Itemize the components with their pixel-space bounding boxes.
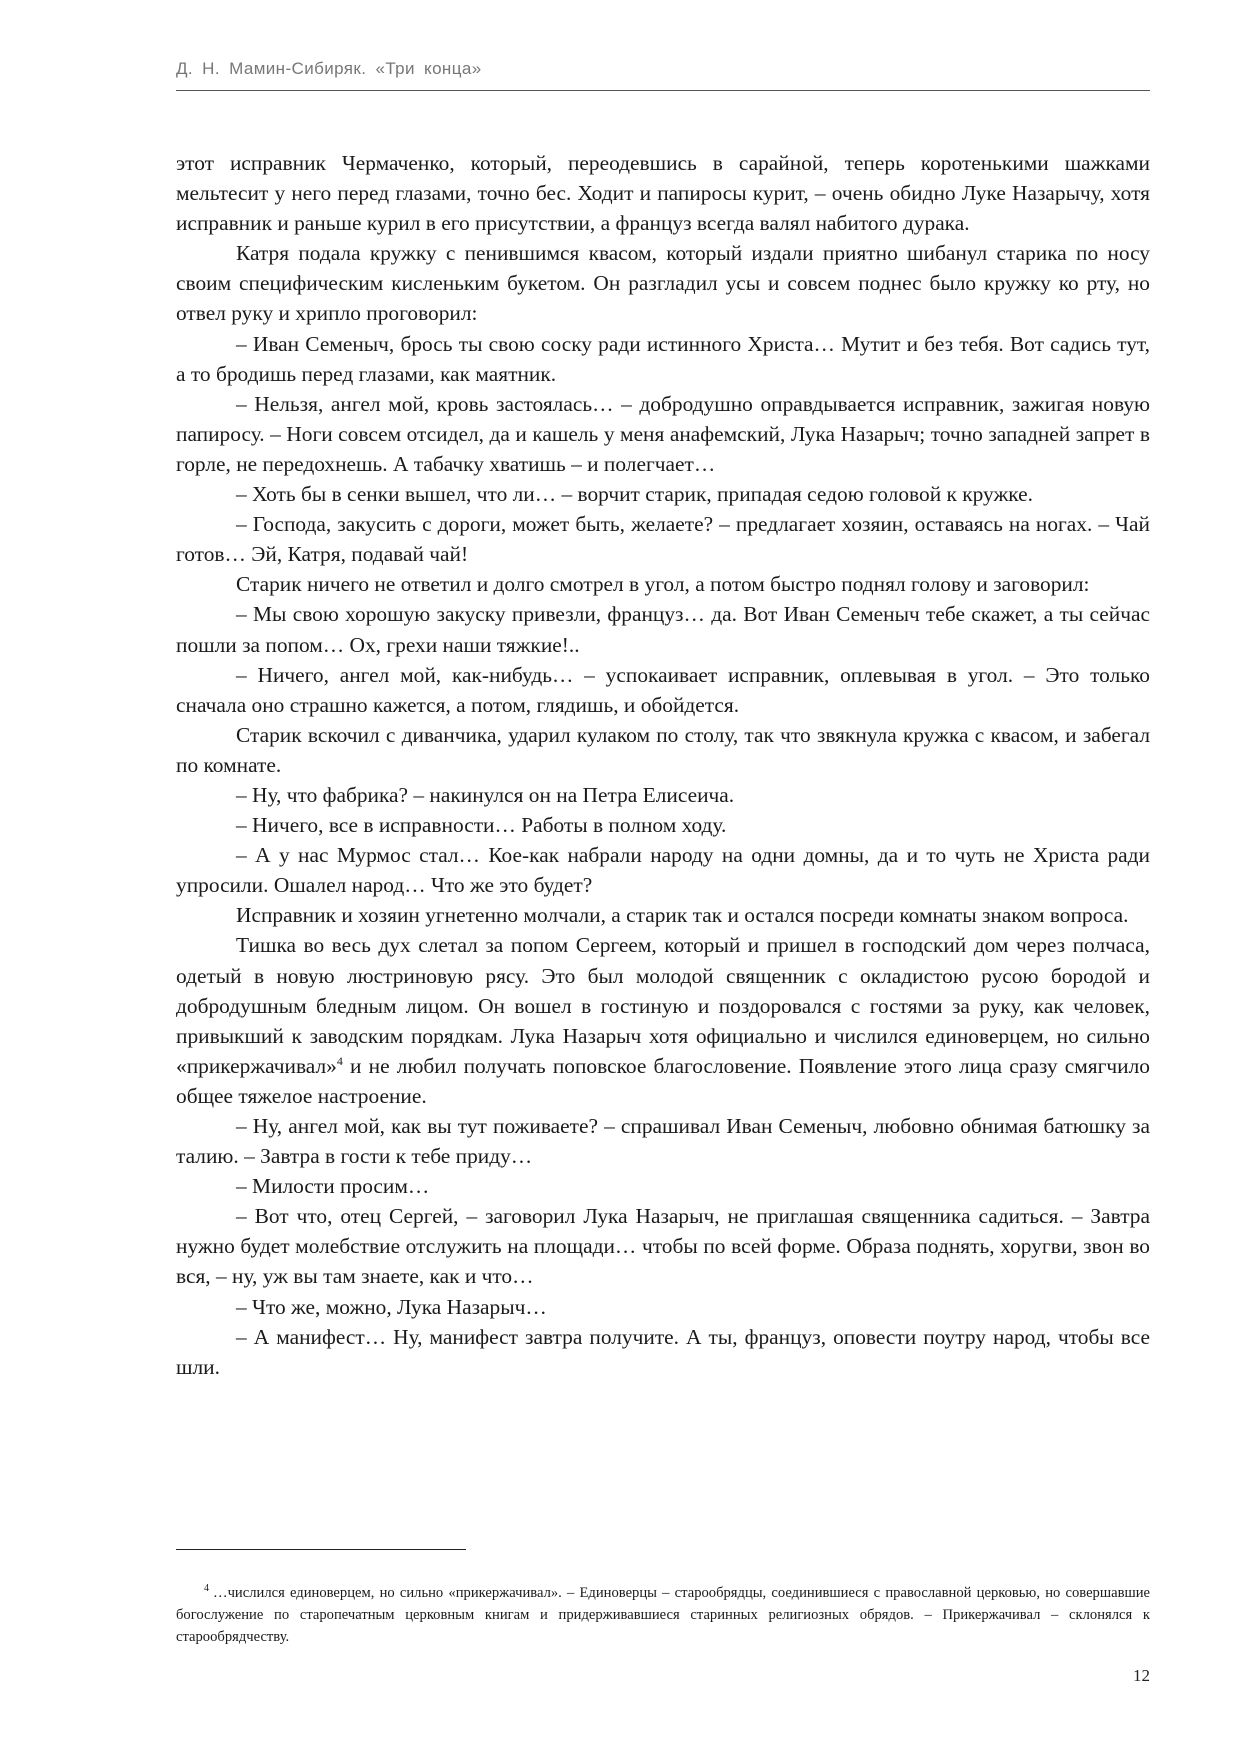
footnote-marker: 4	[204, 1583, 209, 1595]
paragraph-11: – Ну, что фабрика? – накинулся он на Петра Елисеича.	[236, 782, 735, 807]
paragraph-1: этот исправник Чермаченко, который, переодевшись в сарайной, теперь коротенькими шажками мельтесит у него перед глазами, точно бес. Ходит и папиросы курит, – очень обидно Луке Назарычу, хотя исправник и раньше курил в его присутствии, а француз всегда валял набитого дурака.	[176, 151, 1150, 236]
paragraph-18: – Вот что, отец Сергей, – заговорил Лука Назарыч, не приглашая священника садиться. – Завтра нужно будет молебствие отслужить на площади… чтобы по всей форме. Образа поднять, хоругви, звон во вся, – ну, уж вы там знаете, как и что…	[176, 1204, 1150, 1289]
main-text	[176, 148, 1150, 1382]
running-title: Д. Н. Мамин-Сибиряк. «Три конца»	[176, 59, 482, 78]
paragraph-15-part-1: Тишка во весь дух слетал за попом Сергеем, который и пришел в господский дом через полчаса, одетый в новую люстриновую рясу. Это был молодой священник с окладистою русою бородой и добродушным бледным лицом. Он вошел в гостиную и поздоровался с гостями за руку, как человек, привыкший к заводским порядкам. Лука Назарыч хотя официально и числился единоверцем, но сильно «прикержачивал»	[176, 933, 1150, 1078]
page-number: 12	[1133, 1666, 1150, 1685]
paragraph-17: – Милости просим…	[236, 1174, 430, 1199]
footnote-text: …числился единоверцем, но сильно «прикержачивал». – Единоверцы – старообрядцы, соединившиеся с православной церковью, но совершавшие богослужение по старопечатным церковным книгам и придерживавшиеся старинных религиозных обрядов. – Прикержачивал – склонялся к старообрядчеству.	[176, 1585, 1150, 1645]
footnote-divider	[176, 1549, 466, 1550]
paragraph-15-part-2: и не любил получать поповское благословение. Появление этого лица сразу смягчило общее тяжелое настроение.	[176, 1053, 1150, 1108]
paragraph-13: – А у нас Мурмос стал… Кое-как набрали народу на одни домны, да и то чуть не Христа ради упросили. Ошалел народ… Что же это будет?	[176, 843, 1150, 898]
paragraph-10: Старик вскочил с диванчика, ударил кулаком по столу, так что звякнула кружка с квасом, и забегал по комнате.	[176, 722, 1150, 777]
running-header	[176, 56, 1150, 91]
paragraph-19: – Что же, можно, Лука Назарыч…	[236, 1294, 547, 1319]
footnote	[176, 1582, 1150, 1648]
paragraph-14: Исправник и хозяин угнетенно молчали, а старик так и остался посреди комнаты знаком вопроса.	[236, 903, 1129, 928]
footnote-reference[interactable]: 4	[336, 1053, 343, 1068]
paragraph-20: – А манифест… Ну, манифест завтра получите. А ты, француз, оповести поутру народ, чтобы все шли.	[176, 1324, 1150, 1379]
paragraph-15	[176, 930, 1150, 1111]
paragraph-7: Старик ничего не ответил и долго смотрел в угол, а потом быстро поднял голову и заговорил:	[236, 572, 1090, 597]
paragraph-6: – Господа, закусить с дороги, может быть, желаете? – предлагает хозяин, оставаясь на ногах. – Чай готов… Эй, Катря, подавай чай!	[176, 512, 1150, 567]
paragraph-9: – Ничего, ангел мой, как-нибудь… – успокаивает исправник, оплевывая в угол. – Это только сначала оно страшно кажется, а потом, глядишь, и обойдется.	[176, 662, 1150, 717]
paragraph-4: – Нельзя, ангел мой, кровь застоялась… – добродушно оправдывается исправник, зажигая новую папиросу. – Ноги совсем отсидел, да и кашель у меня анафемский, Лука Назарыч; точно западней запрет в горле, не передохнешь. А табачку хватишь – и полегчает…	[176, 391, 1150, 476]
paragraph-12: – Ничего, все в исправности… Работы в полном ходу.	[236, 813, 727, 838]
paragraph-2: Катря подала кружку с пенившимся квасом, который издали приятно шибанул старика по носу своим специфическим кисленьким букетом. Он разгладил усы и совсем поднес было кружку ко рту, но отвел руку и хрипло проговорил:	[176, 241, 1150, 326]
paragraph-5: – Хоть бы в сенки вышел, что ли… – ворчит старик, припадая седою головой к кружке.	[236, 482, 1033, 507]
paragraph-3: – Иван Семеныч, брось ты свою соску ради истинного Христа… Мутит и без тебя. Вот садись тут, а то бродишь перед глазами, как маятник.	[176, 331, 1150, 386]
paragraph-8: – Мы свою хорошую закуску привезли, француз… да. Вот Иван Семеныч тебе скажет, а ты сейчас пошли за попом… Ох, грехи наши тяжкие!..	[176, 602, 1150, 657]
paragraph-16: – Ну, ангел мой, как вы тут поживаете? – спрашивал Иван Семеныч, любовно обнимая батюшку за талию. – Завтра в гости к тебе приду…	[176, 1114, 1150, 1169]
